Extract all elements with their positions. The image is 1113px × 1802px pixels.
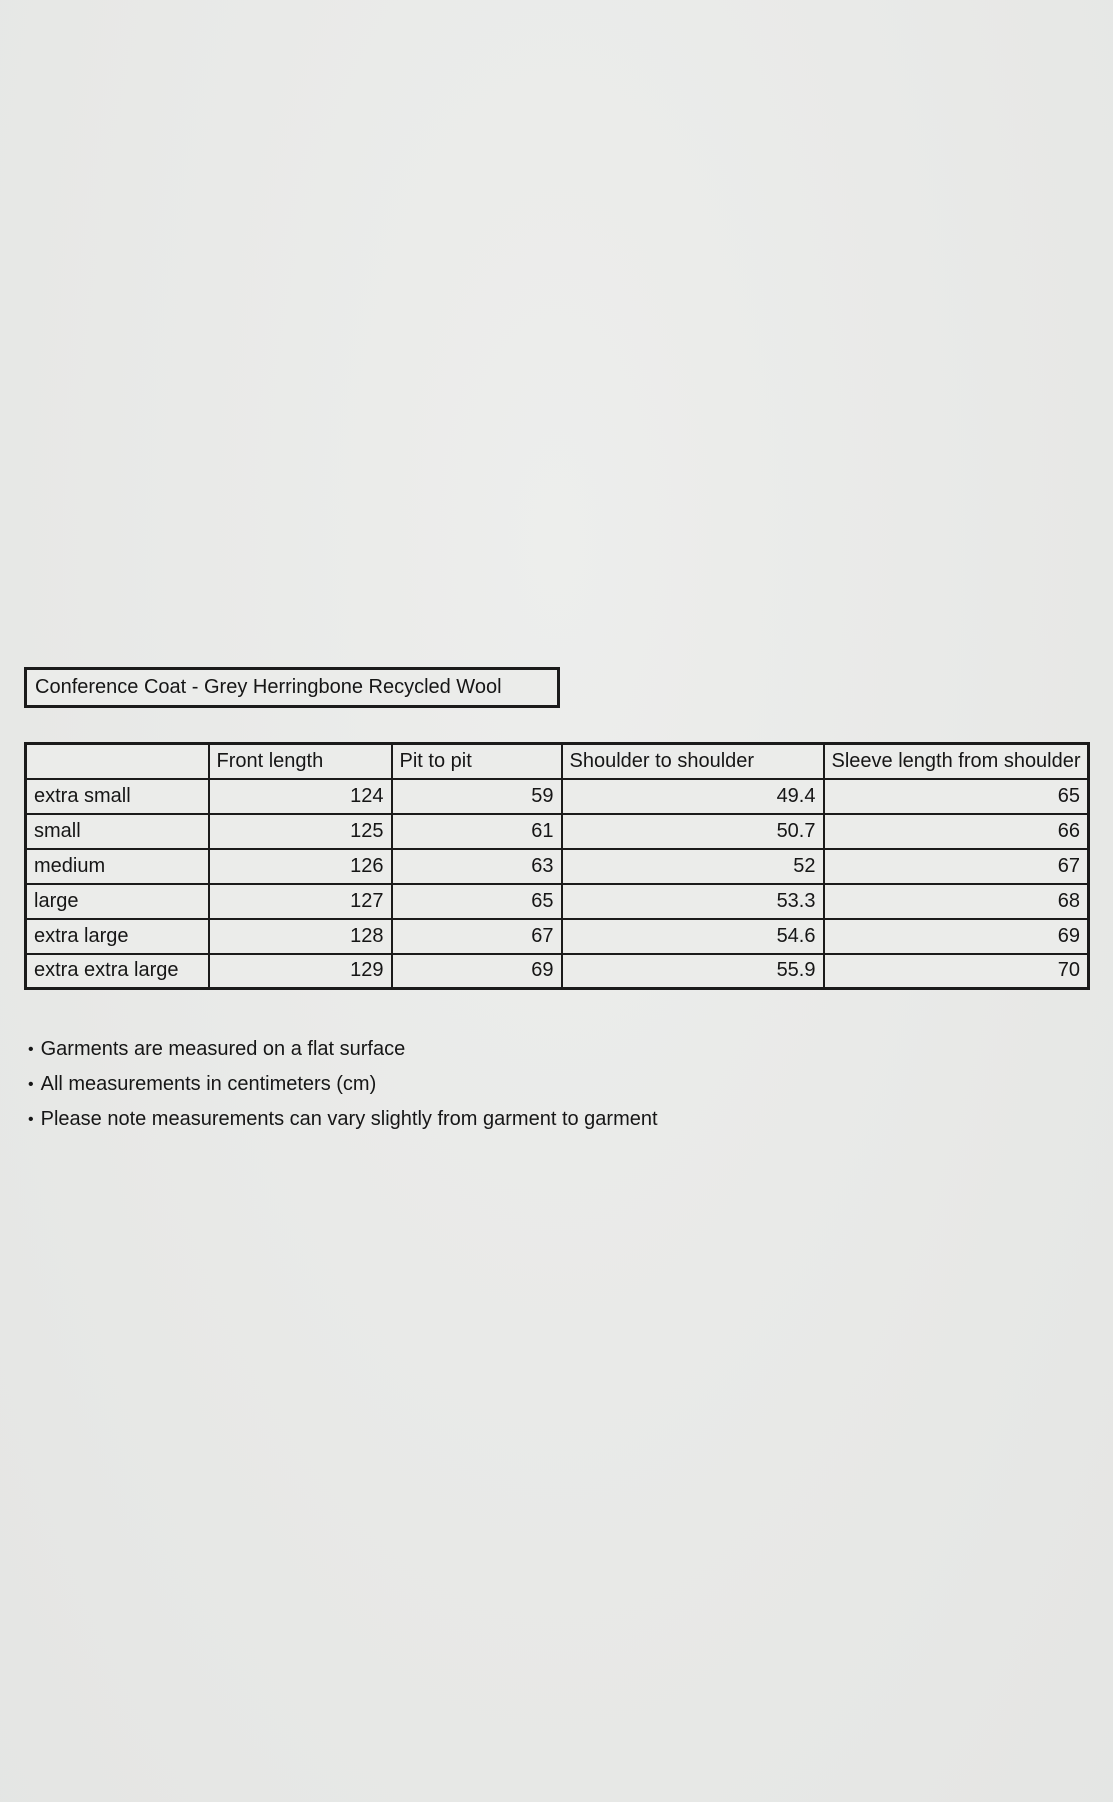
size-cell: extra large xyxy=(26,919,209,954)
sleeve-length-cell: 70 xyxy=(824,954,1089,989)
table-row-large xyxy=(26,884,1089,919)
bullet-glyph: • xyxy=(28,1075,34,1093)
table-row-extra-large xyxy=(26,919,1089,954)
column-header-sleeve-length: Sleeve length from shoulder xyxy=(824,744,1089,779)
note-variation xyxy=(28,1102,658,1137)
shoulder-to-shoulder-cell: 49.4 xyxy=(562,779,824,814)
note-centimeters xyxy=(28,1067,658,1102)
size-cell: extra small xyxy=(26,779,209,814)
front-length-cell: 126 xyxy=(209,849,392,884)
shoulder-to-shoulder-cell: 52 xyxy=(562,849,824,884)
column-header-front-length: Front length xyxy=(209,744,392,779)
pit-to-pit-cell: 65 xyxy=(392,884,562,919)
size-cell: medium xyxy=(26,849,209,884)
table-row-medium xyxy=(26,849,1089,884)
bullet-glyph: • xyxy=(28,1040,34,1058)
size-cell: small xyxy=(26,814,209,849)
sleeve-length-cell: 65 xyxy=(824,779,1089,814)
note-text: All measurements in centimeters (cm) xyxy=(40,1073,377,1095)
pit-to-pit-cell: 67 xyxy=(392,919,562,954)
pit-to-pit-cell: 69 xyxy=(392,954,562,989)
front-length-cell: 124 xyxy=(209,779,392,814)
product-title: Conference Coat - Grey Herringbone Recycled Wool xyxy=(35,676,502,698)
note-flat-surface xyxy=(28,1032,658,1067)
pit-to-pit-cell: 61 xyxy=(392,814,562,849)
size-cell: extra extra large xyxy=(26,954,209,989)
sleeve-length-cell: 66 xyxy=(824,814,1089,849)
column-header-pit-to-pit: Pit to pit xyxy=(392,744,562,779)
shoulder-to-shoulder-cell: 53.3 xyxy=(562,884,824,919)
measurement-notes xyxy=(28,1032,658,1137)
size-chart-table xyxy=(24,742,1090,990)
sleeve-length-cell: 68 xyxy=(824,884,1089,919)
table-row-extra-extra-large xyxy=(26,954,1089,989)
sleeve-length-cell: 69 xyxy=(824,919,1089,954)
table-row-extra-small xyxy=(26,779,1089,814)
column-header-shoulder-to-shoulder: Shoulder to shoulder xyxy=(562,744,824,779)
shoulder-to-shoulder-cell: 54.6 xyxy=(562,919,824,954)
header-row xyxy=(26,744,1089,779)
pit-to-pit-cell: 59 xyxy=(392,779,562,814)
shoulder-to-shoulder-cell: 50.7 xyxy=(562,814,824,849)
pit-to-pit-cell: 63 xyxy=(392,849,562,884)
table-row-small xyxy=(26,814,1089,849)
product-title-box xyxy=(24,667,560,708)
front-length-cell: 125 xyxy=(209,814,392,849)
front-length-cell: 128 xyxy=(209,919,392,954)
note-text: Please note measurements can vary slightly from garment to garment xyxy=(40,1108,658,1130)
note-text: Garments are measured on a flat surface xyxy=(40,1038,406,1060)
shoulder-to-shoulder-cell: 55.9 xyxy=(562,954,824,989)
front-length-cell: 129 xyxy=(209,954,392,989)
size-cell: large xyxy=(26,884,209,919)
sleeve-length-cell: 67 xyxy=(824,849,1089,884)
bullet-glyph: • xyxy=(28,1110,34,1128)
column-header-size xyxy=(26,744,209,779)
front-length-cell: 127 xyxy=(209,884,392,919)
